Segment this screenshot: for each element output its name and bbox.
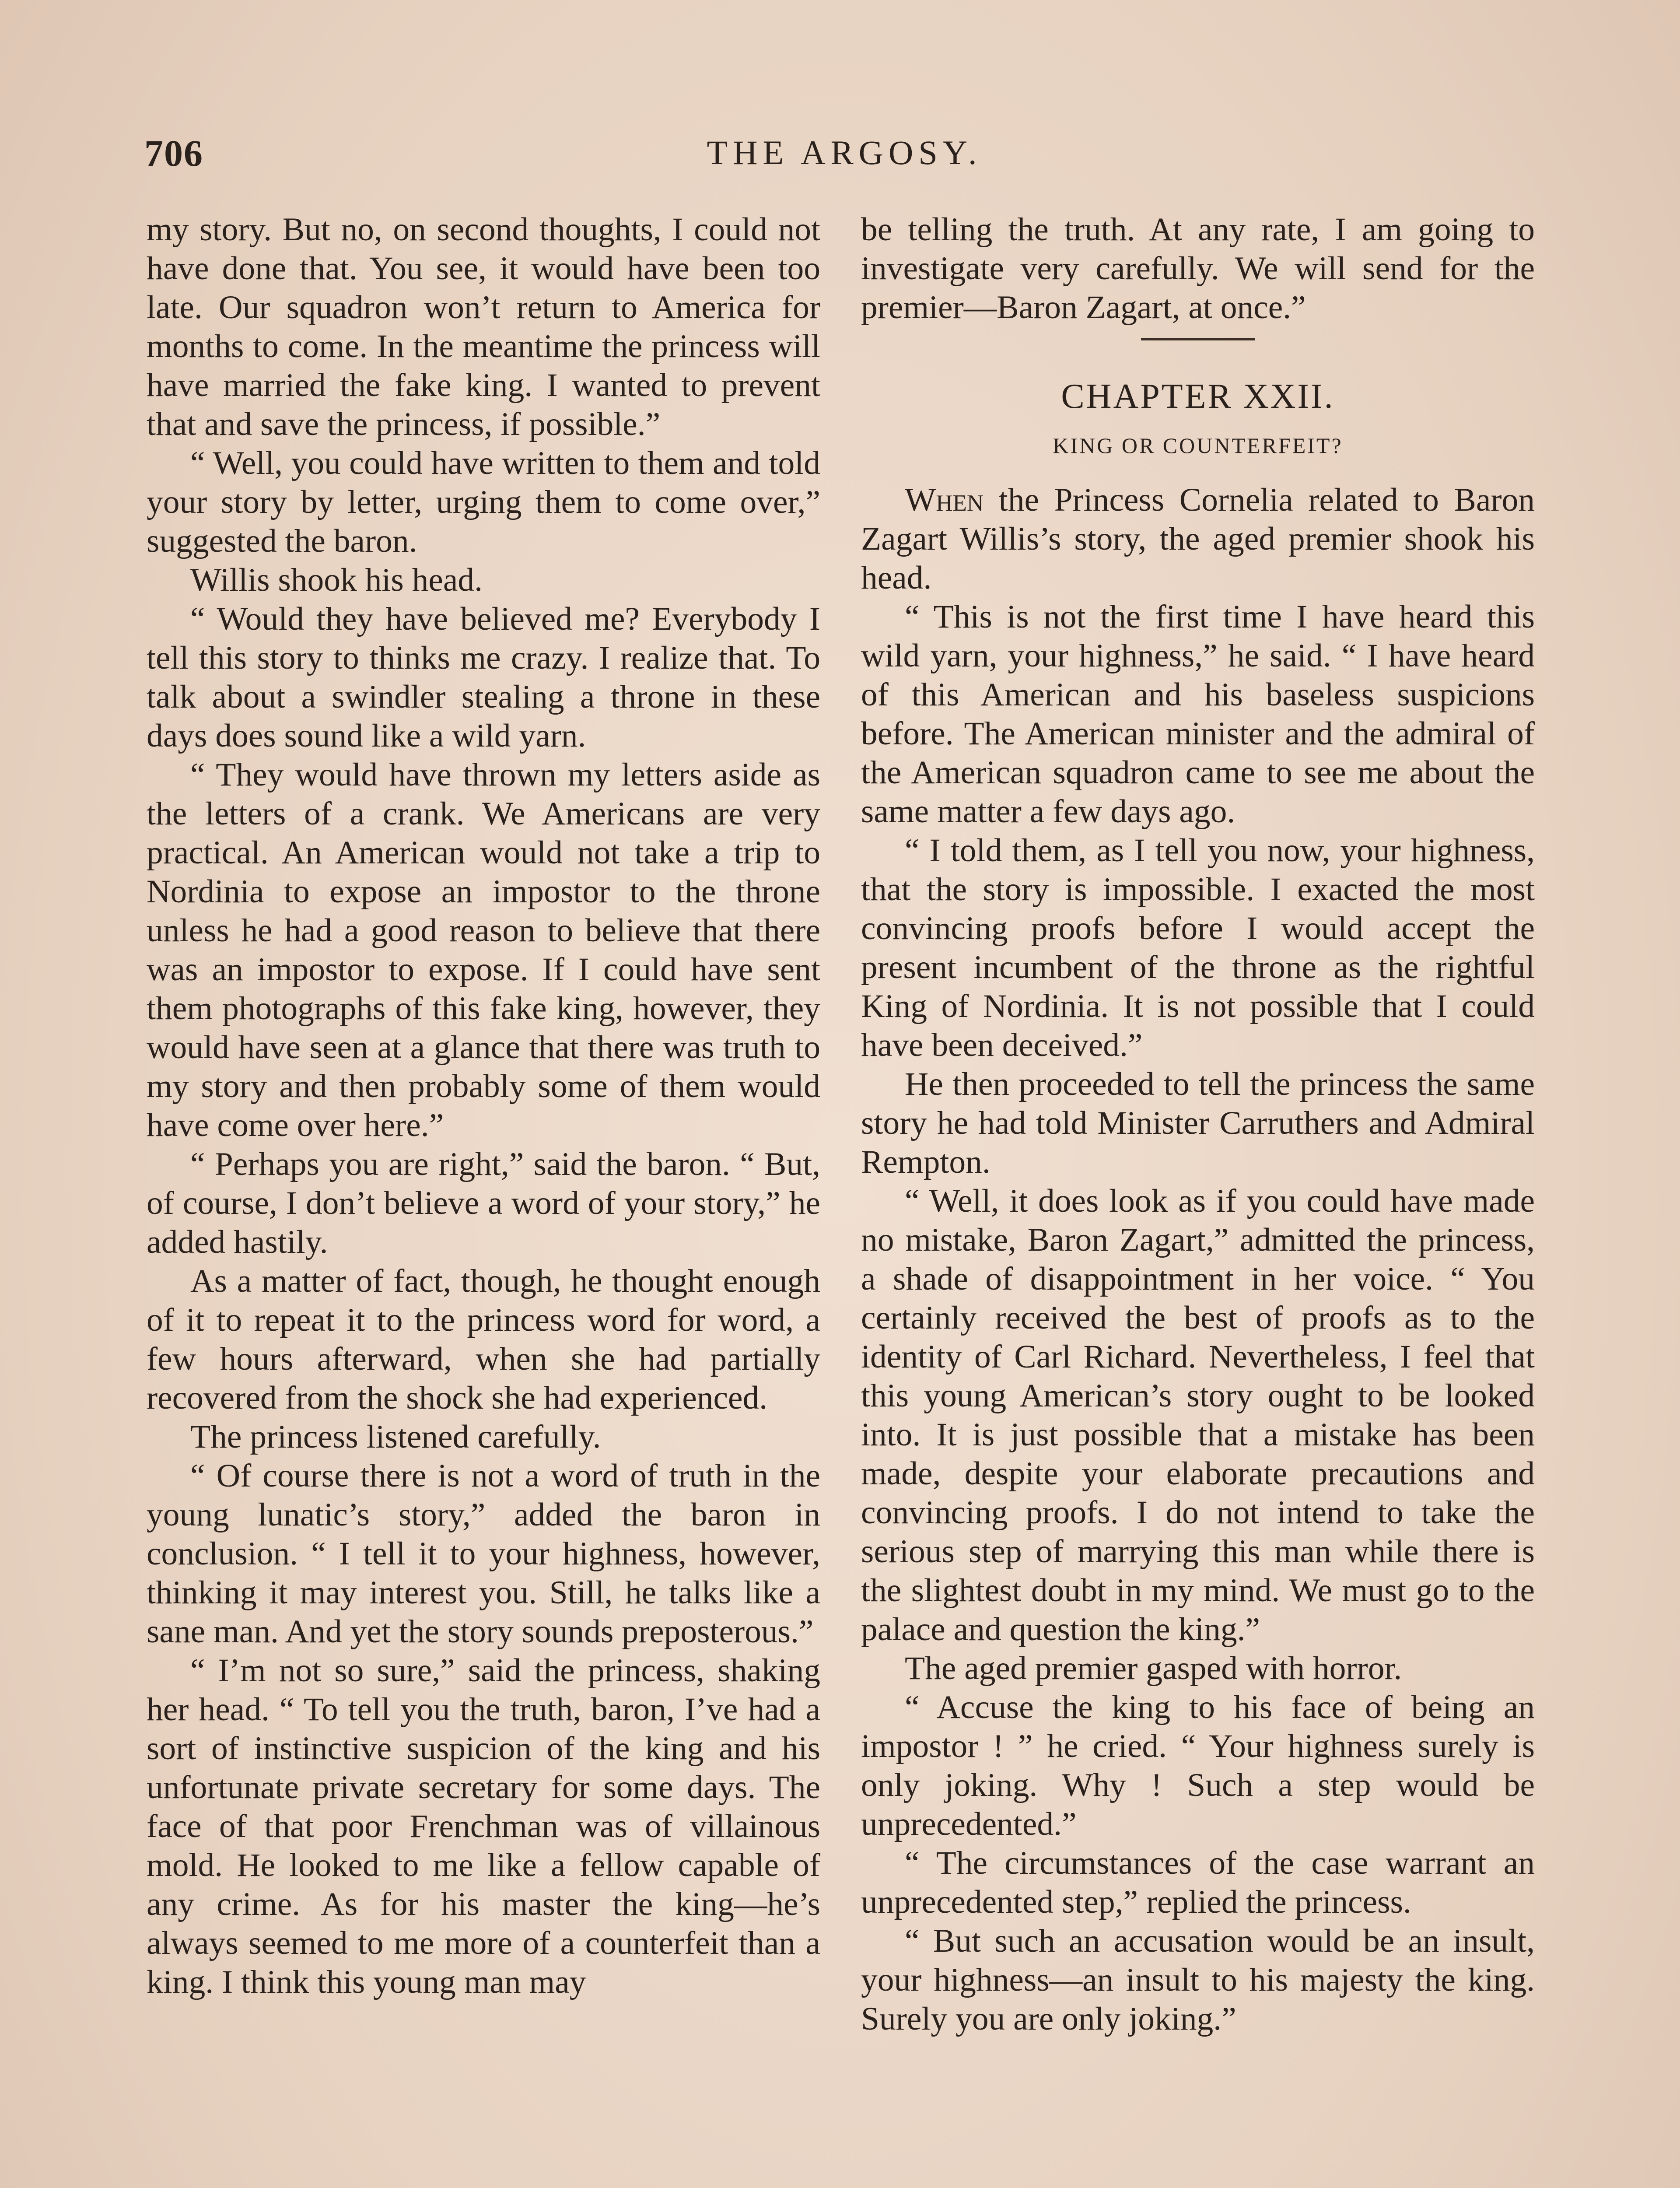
left-column [147,210,820,2002]
running-title: THE ARGOSY. [707,133,982,172]
paragraph: my story. But no, on second thoughts, I could not have done that. You see, it would have been too late. Our squadron won’t return to America for months to come. In the meantime the princess will have married the fake king. I wanted to prevent that and save the princess, if possible.” [147,211,820,442]
opening-word: When [905,482,984,518]
paragraph: “ This is not the first time I have heard this wild yarn, your highness,” he said. “ I have heard of this American and his baseless suspicions before. The American minister and the admiral of the American squadron came to see me about the same matter a few days ago. [861,599,1535,830]
paragraph: “ Perhaps you are right,” said the baron. “ But, of course, I don’t believe a word of your story,” he added hastily. [147,1146,820,1260]
paragraph: “ They would have thrown my letters aside as the letters of a crank. We Americans are very practical. An American would not take a trip to Nordinia to expose an impostor to the throne unless he had a good reason to believe that there was an impostor to expose. If I could have sent them photographs of this fake king, however, they would have seen at a glance that there was truth to my story and then probably some of them would have come over here.” [147,757,820,1143]
paragraph: “ But such an accusation would be an insult, your highness—an insult to his majesty the king. Surely you are only joking.” [861,1923,1535,2037]
chapter-heading: CHAPTER XXII. [1061,377,1335,416]
paragraph: “ I told them, as I tell you now, your highness, that the story is impossible. I exacted the most convincing proofs before I would accept the present incumbent of the throne as the rightful King of Nordinia. It is not possible that I could have been deceived.” [861,832,1535,1063]
page-number: 706 [144,132,203,174]
paragraph: “ The circumstances of the case warrant an unprecedented step,” replied the princess. [861,1845,1535,1920]
paragraph: “ Would they have believed me? Everybody I tell this story to thinks me crazy. I realize that. To talk about a swindler stealing a throne in these days does sound like a wild yarn. [147,601,820,754]
paragraph: Willis shook his head. [190,562,483,598]
paragraph: “ Well, it does look as if you could have made no mistake, Baron Zagart,” admitted the princess, a shade of disappointment in her voice. “ You certainly received the best of proofs as to the identity of Carl Richard. Nevertheless, I feel that this young American’s story ought to be looked into. It is just possible that a mistake has been made, despite your elaborate precautions and convincing proofs. I do not intend to take the serious step of marrying this man while there is the slightest doubt in my mind. We must go to the palace and question the king.” [861,1183,1535,1648]
paragraph: “ Accuse the king to his face of being an impostor ! ” he cried. “ Your highness surely is only joking. Why ! Such a step would be unprecedented.” [861,1689,1535,1842]
chapter-subtitle: KING OR COUNTERFEIT? [1053,433,1343,458]
section-divider [1141,338,1255,340]
paragraph: “ I’m not so sure,” said the princess, shaking her head. “ To tell you the truth, baron, I’ve had a sort of instinctive suspicion of the king and his unfortunate private secretary for some days. The face of that poor Frenchman was of villainous mold. He looked to me like a fellow capable of any crime. As for his master the king—he’s always seemed to me more of a counterfeit than a king. I think this young man may [147,1652,820,2000]
right-column [861,210,1535,2038]
paragraph: The princess listened carefully. [190,1419,601,1455]
opening-text: the Princess Cornelia related to Baron Zagart Willis’s story, the aged premier shook his head. [861,482,1535,596]
paragraph: “ Of course there is not a word of truth in the young lunatic’s story,” added the baron in conclusion. “ I tell it to your highness, however, thinking it may interest you. Still, he talks like a sane man. And yet the story sounds preposterous.” [147,1458,820,1650]
chapter-opening-paragraph [861,480,1535,597]
paragraph: The aged premier gasped with horror. [905,1650,1402,1687]
page-header [144,131,1544,179]
paragraph: As a matter of fact, though, he thought enough of it to repeat it to the princess word for word, a few hours afterward, when she had partially recovered from the shock she had experienced. [147,1263,820,1416]
paragraph: He then proceeded to tell the princess the same story he had told Minister Carruthers and Admiral Rempton. [861,1066,1535,1180]
paragraph: be telling the truth. At any rate, I am going to investigate very carefully. We will send for the premier—Baron Zagart, at once.” [861,211,1535,326]
paragraph: “ Well, you could have written to them and told your story by letter, urging them to come over,” suggested the baron. [147,445,820,559]
